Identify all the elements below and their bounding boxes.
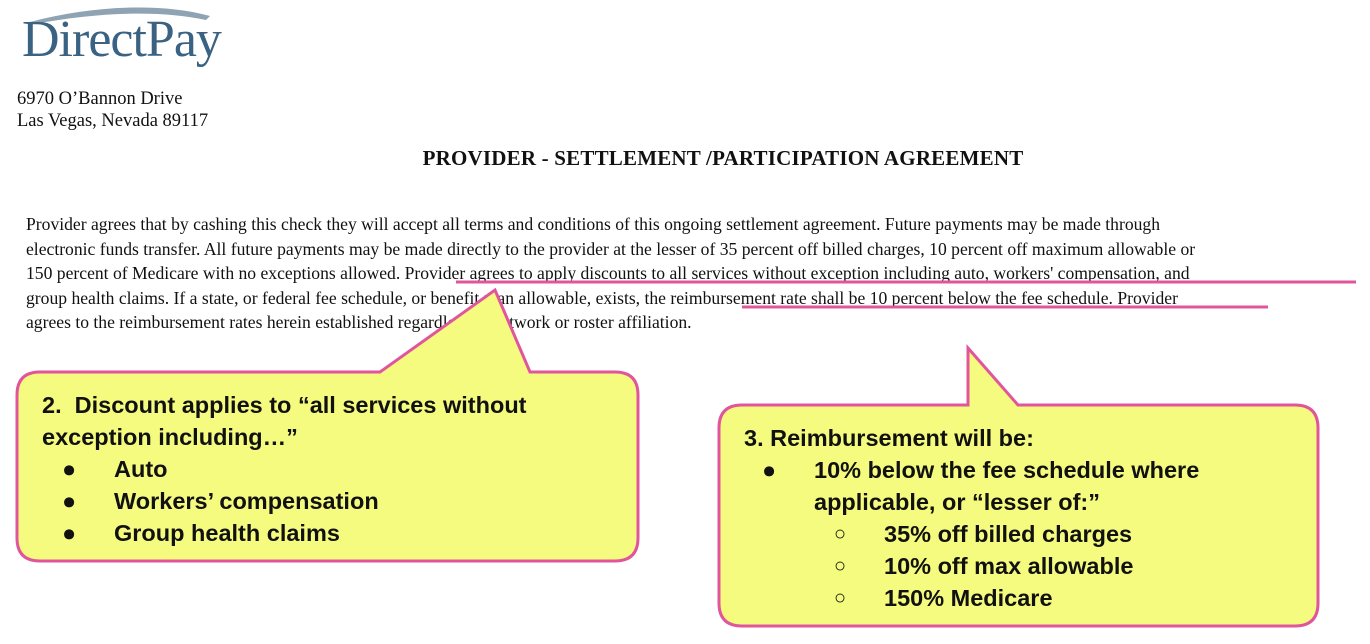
callout-reimbursement-heading: 3. Reimbursement will be: (744, 425, 1034, 451)
sub-list-item-label: 35% off billed charges (884, 521, 1133, 547)
callout-heading-line-1: Discount applies to “all services without (74, 392, 527, 418)
bullet-icon: ● (62, 520, 77, 546)
callout-number: 2. (42, 392, 62, 418)
reimbursement-list (744, 454, 1304, 518)
callout-discount (42, 389, 612, 549)
bullet-icon: ● (62, 488, 77, 514)
discount-list (42, 453, 612, 549)
circle-bullet-icon: ○ (834, 587, 847, 609)
circle-bullet-icon: ○ (834, 555, 847, 577)
sub-list-item-label: 10% off max allowable (884, 553, 1134, 579)
callout-reimbursement (744, 422, 1304, 614)
bullet-icon: ● (762, 457, 777, 483)
logo-text: DirectPay (22, 11, 221, 68)
body-line-4: group health claims. If a state, or federal fee schedule, or benefit plan allowable, exists, the reimbursement rate shall be 10 percent below the fee schedule. Provider (26, 287, 1178, 308)
address-line-2: Las Vegas, Nevada 89117 (17, 111, 209, 131)
list-item-line-1: 10% below the fee schedule where (814, 457, 1200, 483)
sub-list-item-label: 150% Medicare (884, 585, 1053, 611)
bullet-icon: ● (62, 456, 77, 482)
sub-list-item (744, 582, 1304, 614)
sub-list-item (744, 518, 1304, 550)
sub-list-item (744, 550, 1304, 582)
list-item (744, 454, 1304, 518)
address-line-1: 6970 O’Bannon Drive (17, 89, 183, 109)
callout-discount-heading (42, 389, 612, 421)
body-line-5: agrees to the reimbursement rates herein established regardless of network or roster affiliation. (26, 312, 692, 332)
list-item-label: Group health claims (114, 520, 340, 546)
callout-heading-line-2: exception including…” (42, 424, 298, 450)
lesser-of-list (744, 518, 1304, 614)
body-line-3: 150 percent of Medicare with no exceptions allowed. Provider agrees to apply discounts to all services without exception including auto, workers' compensation, and (26, 263, 1190, 283)
list-item-label: Workers’ compensation (114, 488, 379, 514)
list-item-line-2: applicable, or “lesser of:” (814, 489, 1101, 515)
list-item (42, 485, 612, 517)
list-item (42, 517, 612, 549)
body-line-2: electronic funds transfer. All future payments may be made directly to the provider at the lesser of 35 percent off billed charges, 10 percent off maximum allowable or (26, 238, 1196, 259)
list-item (42, 453, 612, 485)
body-line-1: Provider agrees that by cashing this check they will accept all terms and conditions of this ongoing settlement agreement. Future payments may be made through (26, 214, 1161, 234)
circle-bullet-icon: ○ (834, 523, 847, 545)
list-item-label: Auto (114, 456, 168, 482)
agreement-title: PROVIDER - SETTLEMENT /PARTICIPATION AGREEMENT (422, 146, 1024, 170)
